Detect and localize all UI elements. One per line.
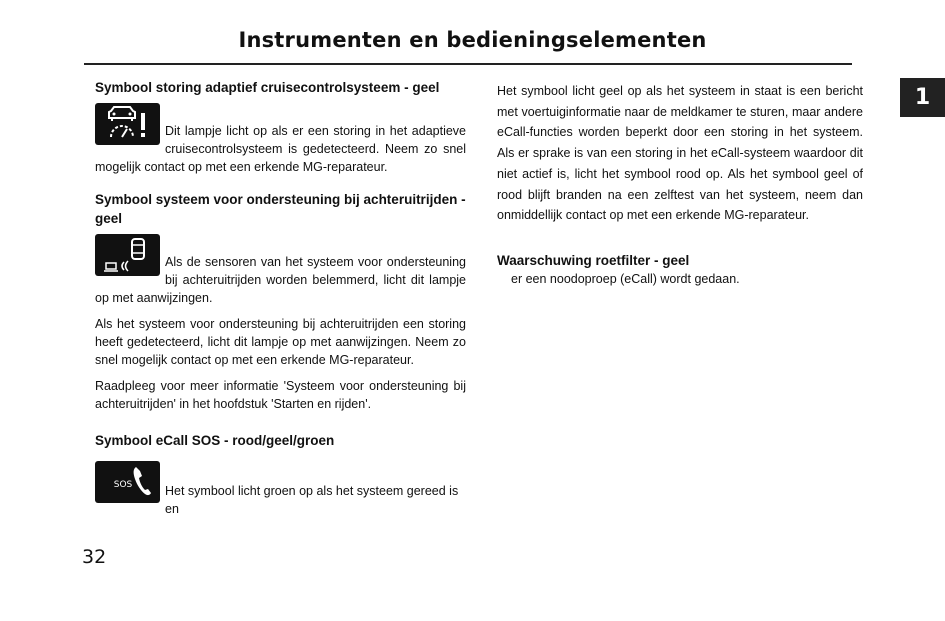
page-number: 32 — [82, 546, 107, 568]
section-text: Als de sensoren van het systeem voor ondersteuning bij achteruitrijden worden belemmerd, licht dit lampje op met aanwijzingen. — [95, 255, 466, 305]
reverse-assist-icon — [95, 234, 160, 276]
section-heading: Symbool eCall SOS - rood/geel/groen — [95, 433, 335, 448]
section-text: Dit lampje licht op als er een storing in het adaptieve cruisecontrolsysteem is gedetecteerd. Neem zo snel mogelijk contact op met een erkende MG-reparateur. — [95, 124, 466, 174]
right-column — [497, 81, 863, 288]
right-paragraph: Het symbool licht geel op als het systeem in staat is een bericht met voertuiginformatie naar de meldkamer te sturen, maar andere eCall-functies worden beperkt door een storing in het systeem. Als er sprake is van een storing in het eCall-systeem waardoor dit niet actief is, licht het symbool rood op. Als het symbool geel of rood blijft branden na een zelftest van het systeem, neem dan onmiddellijk contact op met een erkende MG-reparateur. — [497, 84, 863, 223]
sos-label: SOS — [113, 480, 132, 490]
page-title: Instrumenten en bedieningselementen — [238, 28, 707, 52]
continuation-text: er een noodoproep (eCall) wordt gedaan. — [511, 271, 740, 286]
adaptive-cruise-fault-icon — [95, 103, 160, 145]
section-heading: Symbool systeem voor ondersteuning bij achteruitrijden - geel — [95, 192, 466, 226]
section-ecall-sos — [95, 431, 466, 518]
section-text: Het symbool licht groen op als het systeem gereed is en — [165, 484, 459, 516]
section-paragraph: Raadpleeg voor meer informatie 'Systeem voor ondersteuning bij achteruitrijden' in het hoofdstuk 'Starten en rijden'. — [95, 379, 466, 411]
section-reverse-assist — [95, 190, 466, 413]
header-rule — [84, 63, 852, 65]
chapter-tab: 1 — [900, 78, 945, 117]
ecall-sos-icon — [95, 461, 160, 503]
section-heading: Symbool storing adaptief cruisecontrolsysteem - geel — [95, 80, 440, 95]
section-adaptive-cruise-fault — [95, 78, 466, 176]
section-heading: Waarschuwing roetfilter - geel — [497, 252, 690, 268]
left-column — [95, 78, 466, 532]
section-paragraph: Als het systeem voor ondersteuning bij achteruitrijden een storing heeft gedetecteerd, licht dit lampje op met aanwijzingen. Neem zo snel mogelijk contact op met een erkende MG-reparateur. — [95, 317, 466, 367]
